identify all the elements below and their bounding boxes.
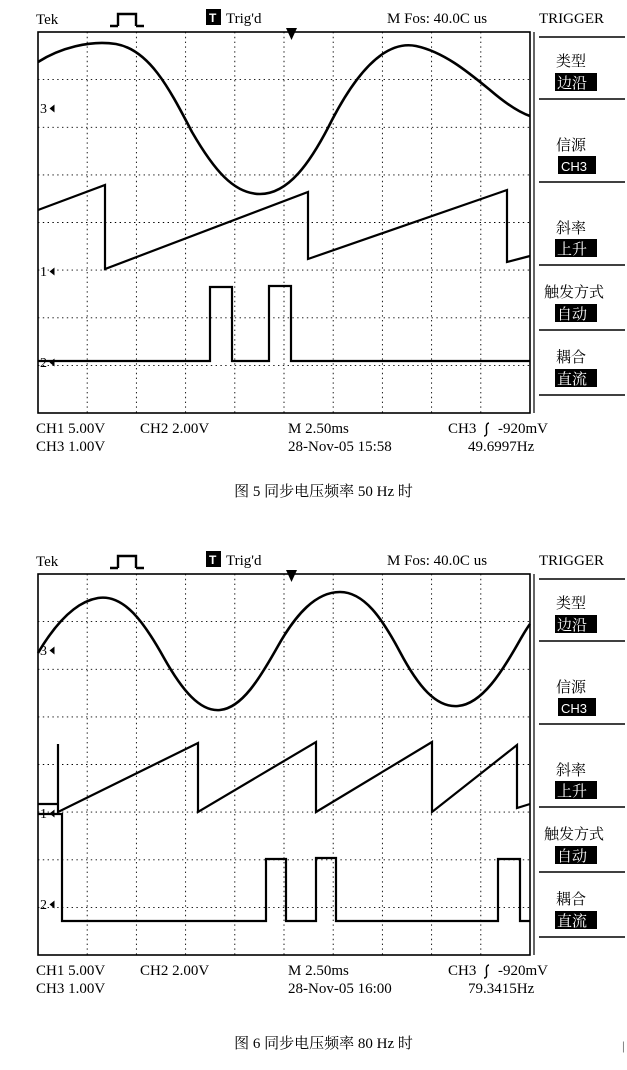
svg-text:耦合: 耦合 bbox=[556, 892, 587, 908]
figure-5-number: 图 5 bbox=[234, 484, 261, 500]
measure-label: M Fos: 40.0C us bbox=[387, 11, 488, 27]
figure-6-caption bbox=[10, 1032, 627, 1053]
footer-trigger-src-b: CH3 bbox=[448, 963, 477, 979]
figure-5-caption bbox=[10, 480, 627, 501]
footer-timebase-b: M 2.50ms bbox=[288, 963, 349, 979]
footer-ch1-b: CH1 5.00V bbox=[36, 963, 106, 979]
measure-label-2: M Fos: 40.0C us bbox=[387, 553, 488, 569]
svg-text:上升: 上升 bbox=[557, 242, 588, 258]
svg-text:斜率: 斜率 bbox=[556, 221, 587, 237]
svg-text:上升: 上升 bbox=[557, 784, 588, 800]
trigger-panel-title: TRIGGER bbox=[539, 11, 604, 27]
footer-ch2: CH2 2.00V bbox=[140, 421, 210, 437]
trigd-label-2: Trig'd bbox=[226, 553, 262, 569]
svg-text:直流: 直流 bbox=[557, 372, 588, 388]
footer-frequency: 49.6997Hz bbox=[468, 439, 535, 455]
svg-text:CH3: CH3 bbox=[561, 159, 588, 174]
channel-marker-2: 2 bbox=[40, 356, 47, 371]
footer-trigger-level: -920mV bbox=[498, 421, 548, 437]
footer-trigger-level-b: -920mV bbox=[498, 963, 548, 979]
channel-marker-3-b: 3 bbox=[40, 644, 47, 659]
svg-text:T: T bbox=[209, 553, 217, 567]
footer-datetime: 28-Nov-05 15:58 bbox=[288, 439, 392, 455]
stray-scan-mark: | bbox=[622, 1038, 625, 1053]
footer-ch1: CH1 5.00V bbox=[36, 421, 106, 437]
channel-marker-2-b: 2 bbox=[40, 898, 47, 913]
oscilloscope-screenshot-fig6 bbox=[20, 546, 627, 997]
svg-text:自动: 自动 bbox=[557, 849, 588, 865]
trigger-panel-title-2: TRIGGER bbox=[539, 553, 604, 569]
svg-text:信源: 信源 bbox=[556, 680, 587, 696]
footer-frequency-b: 79.3415Hz bbox=[468, 981, 535, 997]
svg-text:边沿: 边沿 bbox=[557, 76, 588, 92]
svg-text:触发方式: 触发方式 bbox=[544, 827, 605, 843]
channel-marker-1-b: 1 bbox=[40, 807, 47, 822]
footer-ch3: CH3 1.00V bbox=[36, 439, 106, 455]
figure-6-number: 图 6 bbox=[234, 1036, 261, 1052]
footer-datetime-b: 28-Nov-05 16:00 bbox=[288, 981, 392, 997]
svg-text:触发方式: 触发方式 bbox=[544, 285, 605, 301]
svg-text:斜率: 斜率 bbox=[556, 763, 587, 779]
footer-trigger-src: CH3 bbox=[448, 421, 477, 437]
svg-text:边沿: 边沿 bbox=[557, 618, 588, 634]
footer-ch2-b: CH2 2.00V bbox=[140, 963, 210, 979]
svg-text:信源: 信源 bbox=[556, 138, 587, 154]
channel-marker-1: 1 bbox=[40, 265, 47, 280]
brand-label: Tek bbox=[36, 12, 59, 28]
svg-text:T: T bbox=[209, 11, 217, 25]
svg-text:直流: 直流 bbox=[557, 914, 588, 930]
svg-text:CH3: CH3 bbox=[561, 701, 588, 716]
svg-text:自动: 自动 bbox=[557, 307, 588, 323]
footer-ch3-b: CH3 1.00V bbox=[36, 981, 106, 997]
figure-5-caption-text: 同步电压频率 50 Hz 时 bbox=[264, 484, 413, 500]
trigd-label: Trig'd bbox=[226, 11, 262, 27]
oscilloscope-screenshot-fig5 bbox=[20, 4, 627, 455]
svg-text:类型: 类型 bbox=[556, 54, 587, 70]
svg-text:类型: 类型 bbox=[556, 596, 587, 612]
figure-6-caption-text: 同步电压频率 80 Hz 时 bbox=[264, 1036, 413, 1052]
brand-label-2: Tek bbox=[36, 554, 59, 570]
footer-timebase: M 2.50ms bbox=[288, 421, 349, 437]
channel-marker-3: 3 bbox=[40, 102, 47, 117]
svg-text:耦合: 耦合 bbox=[556, 350, 587, 366]
